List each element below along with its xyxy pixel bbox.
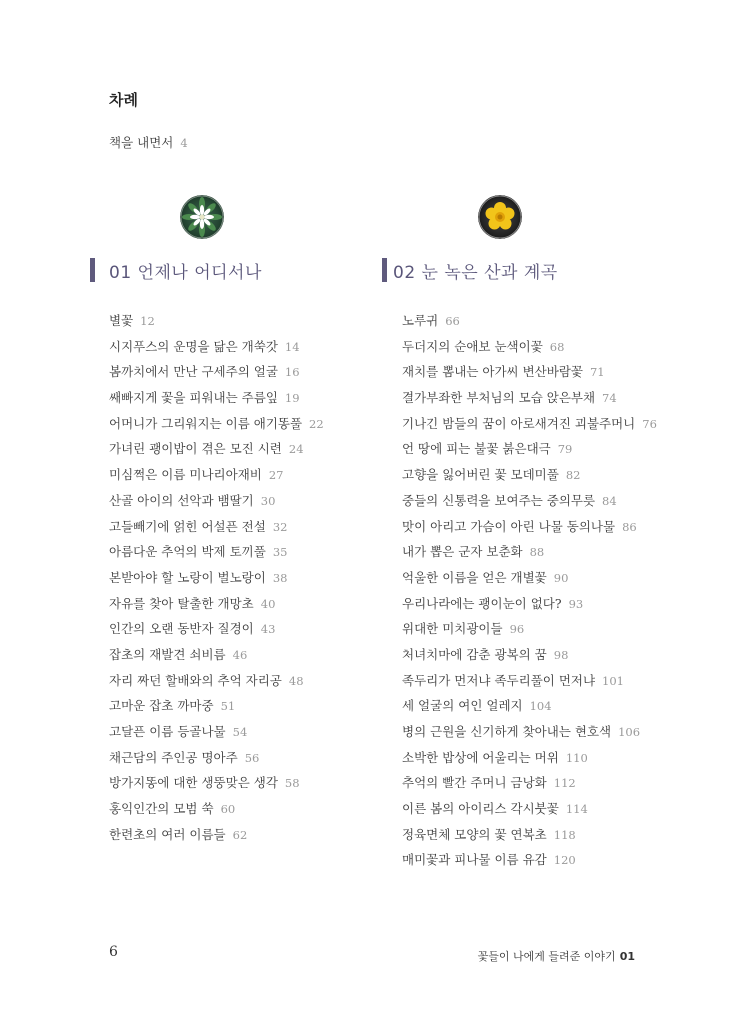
entry-page: 104 <box>529 699 552 714</box>
entry-page: 114 <box>565 802 588 817</box>
entry-title: 방가지똥에 대한 생뚱맞은 생각 <box>109 775 278 791</box>
toc-entry <box>402 724 657 750</box>
toc-entry <box>109 493 324 519</box>
entry-title: 병의 근원을 신기하게 찾아내는 현호색 <box>402 724 612 739</box>
entry-list <box>109 313 324 852</box>
toc-entry <box>402 364 657 390</box>
entry-page: 71 <box>589 365 605 380</box>
toc-entry <box>402 673 657 699</box>
entry-title: 우리나라에는 괭이눈이 없다? <box>402 595 562 611</box>
toc-entry <box>109 467 324 493</box>
entry-title: 세 얼굴의 여인 얼레지 <box>402 698 523 714</box>
entry-page: 19 <box>284 391 300 406</box>
entry-page: 54 <box>232 725 248 739</box>
preface-entry <box>109 133 188 151</box>
toc-title: 차례 <box>109 91 138 109</box>
toc-entry <box>402 467 657 493</box>
preface-page: 4 <box>180 136 188 150</box>
entry-page: 112 <box>553 776 576 791</box>
entry-page: 98 <box>553 647 569 662</box>
entry-page: 22 <box>309 416 324 431</box>
entry-page: 38 <box>272 570 288 585</box>
page-number: 6 <box>109 944 118 960</box>
entry-page: 62 <box>232 827 248 842</box>
toc-entry <box>402 570 657 596</box>
toc-entry <box>109 596 324 622</box>
entry-page: 68 <box>549 339 565 354</box>
entry-title: 기나긴 밤들의 꿈이 아로새겨진 괴불주머니 <box>402 415 636 431</box>
entry-page: 74 <box>602 391 617 406</box>
toc-entry <box>402 647 657 673</box>
toc-entry <box>402 416 657 442</box>
entry-title: 잡초의 재발견 쇠비름 <box>109 646 226 662</box>
toc-entry <box>402 621 657 647</box>
section-heading <box>382 257 558 283</box>
entry-page: 86 <box>622 519 637 534</box>
entry-page: 12 <box>140 314 155 328</box>
toc-entry <box>109 519 324 545</box>
entry-title: 별꽃 <box>109 313 134 328</box>
entry-title: 홍익인간의 모범 쑥 <box>109 801 214 817</box>
entry-title: 한련초의 여러 이름들 <box>109 826 226 842</box>
toc-entry <box>109 544 324 570</box>
toc-entry <box>402 493 657 519</box>
entry-title: 본받아야 할 노랑이 벌노랑이 <box>109 569 266 585</box>
entry-title: 시지푸스의 운명을 닮은 개쑥갓 <box>109 338 278 354</box>
toc-entry <box>402 596 657 622</box>
entry-title: 봄까치에서 만난 구세주의 얼굴 <box>109 364 278 380</box>
toc-entry <box>402 313 657 339</box>
volume-number: 01 <box>619 950 635 963</box>
toc-entry <box>109 724 324 750</box>
entry-title: 매미꽃과 피나물 이름 유감 <box>402 852 547 868</box>
entry-title: 인간의 오랜 동반자 질경이 <box>109 621 254 637</box>
entry-page: 120 <box>553 853 576 868</box>
entry-page: 66 <box>445 314 460 328</box>
toc-entry <box>109 441 324 467</box>
entry-title: 자유를 찾아 탈출한 개망초 <box>109 595 254 611</box>
entry-title: 중들의 신통력을 보여주는 중의무릇 <box>402 492 596 508</box>
entry-page: 56 <box>244 750 260 765</box>
entry-page: 101 <box>602 673 624 688</box>
yellow-flower-icon <box>478 195 522 239</box>
toc-entry <box>109 801 324 827</box>
toc-entry <box>109 570 324 596</box>
entry-title: 어머니가 그리워지는 이름 애기똥풀 <box>109 415 303 431</box>
entry-page: 96 <box>509 622 525 637</box>
toc-entry <box>402 827 657 853</box>
entry-title: 아름다운 추억의 박제 토끼풀 <box>109 544 266 560</box>
entry-title: 고들빼기에 얽힌 어설픈 전설 <box>109 518 266 534</box>
entry-page: 106 <box>618 725 641 739</box>
entry-page: 90 <box>553 570 569 585</box>
white-flower-icon <box>180 195 224 239</box>
toc-entry <box>109 313 324 339</box>
entry-page: 27 <box>268 468 284 483</box>
toc-entry <box>402 390 657 416</box>
section-accent-bar <box>90 258 95 282</box>
section-label: 02 눈 녹은 산과 계곡 <box>393 262 558 283</box>
entry-page: 82 <box>565 468 581 483</box>
entry-page: 46 <box>232 647 248 662</box>
entry-page: 48 <box>288 673 304 688</box>
entry-page: 58 <box>284 776 300 791</box>
toc-entry <box>109 364 324 390</box>
toc-entry <box>402 775 657 801</box>
toc-entry <box>402 852 657 878</box>
entry-title: 내가 뽑은 군자 보춘화 <box>402 544 523 560</box>
toc-entry <box>109 647 324 673</box>
section-label: 01 언제나 어디서나 <box>109 262 262 283</box>
entry-title: 억울한 이름을 얻은 개별꽃 <box>402 569 547 585</box>
entry-title: 언 땅에 피는 불꽃 붉은대극 <box>402 441 551 457</box>
toc-entry <box>402 750 657 776</box>
toc-entry <box>402 698 657 724</box>
preface-title: 책을 내면서 <box>109 135 174 150</box>
entry-title: 미심쩍은 이름 미나리아재비 <box>109 467 262 483</box>
entry-title: 족두리가 먼저냐 족두리풀이 먼저냐 <box>402 672 596 688</box>
toc-entry <box>402 801 657 827</box>
section-accent-bar <box>382 258 387 282</box>
entry-page: 40 <box>260 596 276 611</box>
entry-title: 고마운 잡초 까마중 <box>109 698 214 714</box>
toc-entry <box>402 544 657 570</box>
entry-page: 35 <box>272 545 288 560</box>
entry-title: 결가부좌한 부처님의 모습 앉은부채 <box>402 390 596 406</box>
entry-title: 채근담의 주인공 명아주 <box>109 749 238 765</box>
toc-entry <box>109 827 324 853</box>
entry-page: 110 <box>565 750 588 765</box>
toc-entry <box>109 390 324 416</box>
entry-title: 산골 아이의 선악과 뱀딸기 <box>109 492 254 508</box>
entry-title: 위대한 미치광이들 <box>402 621 503 637</box>
entry-title: 자리 짜던 할배와의 추억 자리공 <box>109 672 282 688</box>
entry-page: 60 <box>220 802 236 817</box>
entry-page: 118 <box>553 827 576 842</box>
book-title: 꽃들이 나에게 들려준 이야기 <box>477 950 616 963</box>
toc-entry <box>109 416 324 442</box>
toc-entry <box>402 339 657 365</box>
entry-page: 93 <box>568 596 584 611</box>
entry-page: 16 <box>284 365 300 380</box>
entry-page: 79 <box>557 442 573 457</box>
toc-entry <box>109 750 324 776</box>
entry-title: 재치를 뽐내는 아가씨 변산바람꽃 <box>402 364 583 380</box>
toc-entry <box>109 775 324 801</box>
entry-page: 32 <box>272 519 288 534</box>
entry-title: 쌔빠지게 꽃을 피워내는 주름잎 <box>109 390 278 406</box>
entry-title: 소박한 밥상에 어울리는 머위 <box>402 749 559 765</box>
toc-entry <box>109 621 324 647</box>
entry-title: 고향을 잃어버린 꽃 모데미풀 <box>402 467 559 483</box>
entry-page: 14 <box>284 339 300 354</box>
entry-title: 가녀린 괭이밥이 겪은 모진 시련 <box>109 441 282 457</box>
toc-entry <box>402 519 657 545</box>
entry-title: 처녀치마에 감춘 광복의 꿈 <box>402 646 547 662</box>
entry-title: 고달픈 이름 등골나물 <box>109 724 226 739</box>
entry-page: 43 <box>260 622 276 637</box>
entry-title: 이른 봄의 아이리스 각시붓꽃 <box>402 801 559 817</box>
section-heading <box>90 257 262 283</box>
entry-page: 24 <box>288 442 304 457</box>
toc-entry <box>109 698 324 724</box>
entry-title: 정육면체 모양의 꽃 연복초 <box>402 826 547 842</box>
toc-entry <box>109 339 324 365</box>
running-footer <box>478 948 635 964</box>
toc-entry <box>109 673 324 699</box>
entry-page: 84 <box>602 493 617 508</box>
entry-title: 맛이 아리고 가슴이 아린 나물 동의나물 <box>402 518 616 534</box>
entry-page: 30 <box>260 493 276 508</box>
entry-list <box>402 313 657 878</box>
toc-entry <box>402 441 657 467</box>
entry-page: 51 <box>220 699 236 714</box>
entry-page: 88 <box>529 545 545 560</box>
entry-title: 노루귀 <box>402 313 439 328</box>
entry-title: 추억의 빨간 주머니 금낭화 <box>402 775 547 791</box>
entry-title: 두더지의 순애보 눈색이꽃 <box>402 338 543 354</box>
entry-page: 76 <box>642 416 657 431</box>
